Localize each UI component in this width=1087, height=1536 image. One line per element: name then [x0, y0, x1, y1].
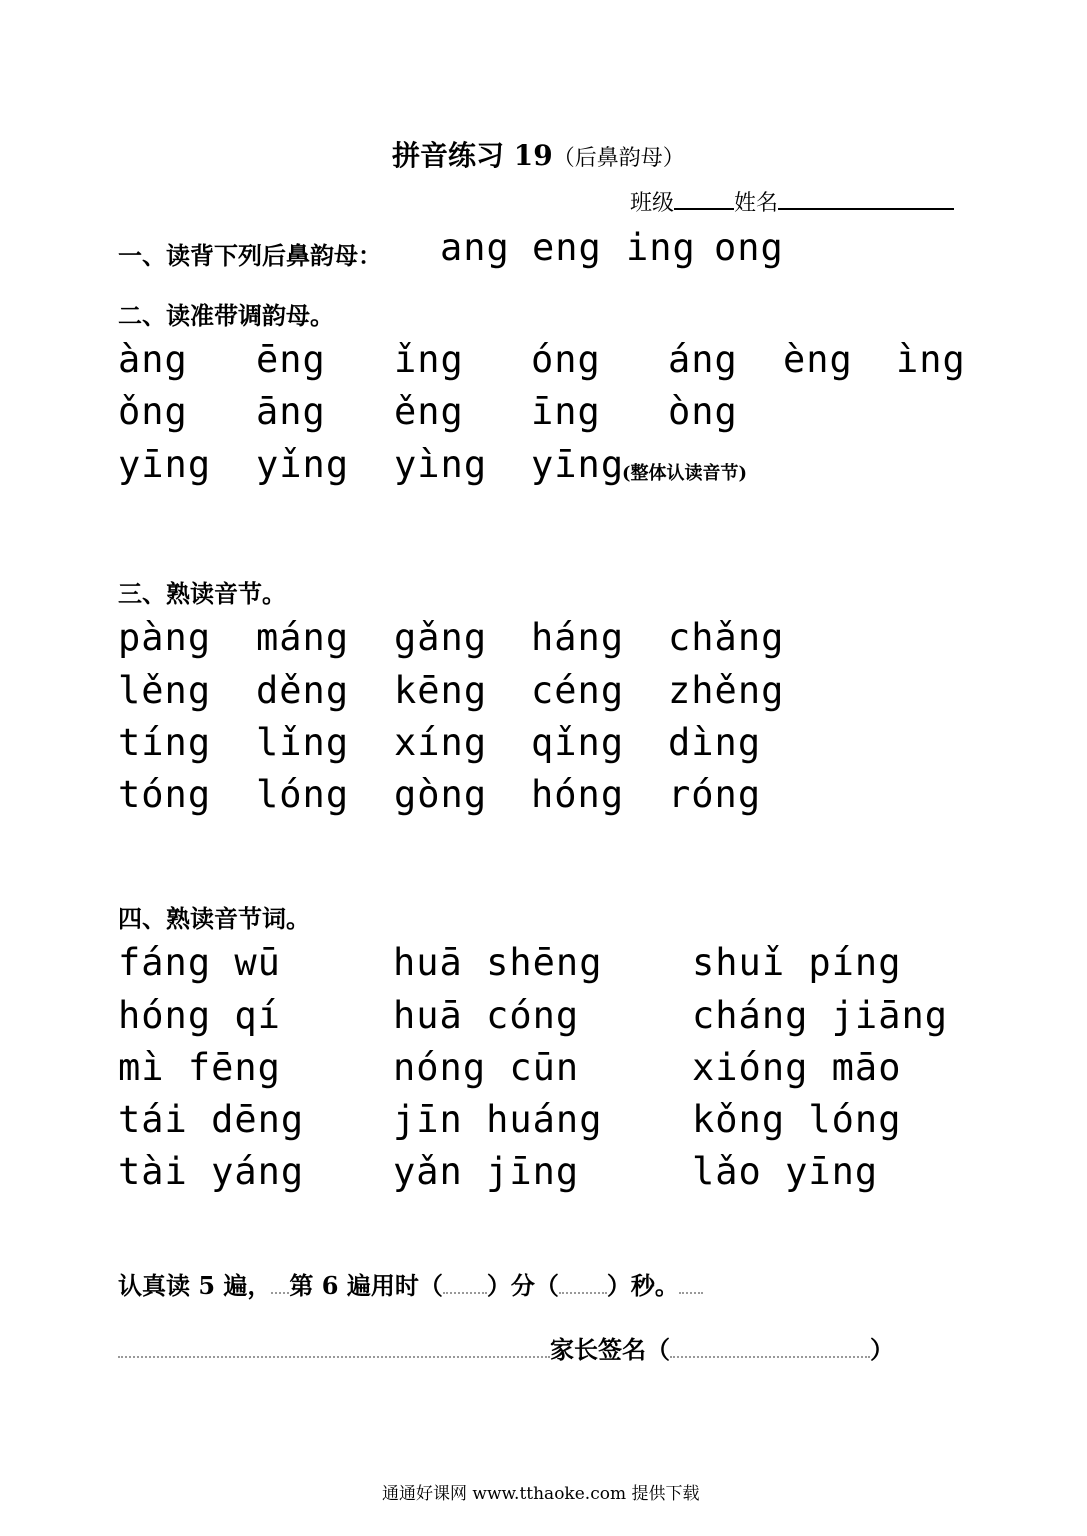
syllable: xíng: [394, 721, 488, 764]
syllable: céng: [531, 669, 625, 712]
parent-signature: [118, 1330, 894, 1365]
dotted-gap: [271, 1272, 289, 1294]
syllable: tóng: [118, 773, 212, 816]
syllable: pàng: [118, 616, 212, 659]
syllable: zhěng: [668, 669, 785, 712]
tone-final: ēng: [256, 338, 326, 381]
word: cháng jiāng: [692, 994, 949, 1037]
word: lǎo yīng: [692, 1150, 879, 1193]
syllable: lóng: [256, 773, 350, 816]
syllable: máng: [256, 616, 350, 659]
tone-final: yǐng: [256, 443, 350, 486]
class-name-line: [630, 186, 954, 217]
tone-final: ěng: [394, 390, 464, 433]
tone-final: ǒng: [118, 390, 188, 433]
tone-final: òng: [668, 390, 738, 433]
section3-heading: 三、熟读音节。: [118, 579, 286, 608]
section1-item: ong: [714, 226, 784, 269]
tone-final: àng: [118, 338, 188, 381]
word: hóng qí: [118, 994, 281, 1037]
name-label: 姓名: [734, 191, 779, 216]
title-subtitle: （后鼻韵母）: [552, 146, 685, 171]
syllable: děng: [256, 669, 350, 712]
syllable: gòng: [394, 773, 488, 816]
reading-part2: 第 6 遍用时（: [289, 1271, 443, 1300]
seconds-blank[interactable]: [559, 1272, 607, 1294]
reading-part1: 认真读 5 遍，: [118, 1271, 272, 1300]
word: nóng cūn: [393, 1046, 580, 1089]
tone-final: ǐng: [394, 338, 464, 381]
section2-heading: 二、读准带调韵母。: [118, 301, 334, 330]
dotted-leader: [118, 1336, 550, 1358]
signature-close: ）: [870, 1335, 894, 1364]
reading-instruction: [118, 1266, 703, 1301]
tone-final: èng: [783, 338, 853, 381]
word: kǒng lóng: [692, 1098, 902, 1141]
syllable: hóng: [531, 773, 625, 816]
tone-final: yīng: [118, 443, 212, 486]
signature-blank[interactable]: [670, 1336, 870, 1358]
syllable: tíng: [118, 721, 212, 764]
tone-final: īng: [531, 390, 601, 433]
syllable: gǎng: [394, 616, 488, 659]
tone-final: yīng: [531, 443, 625, 486]
word: tài yáng: [118, 1150, 305, 1193]
tone-final: āng: [256, 390, 326, 433]
minutes-blank[interactable]: [443, 1272, 487, 1294]
syllable: kēng: [394, 669, 488, 712]
tone-final: ìng: [896, 338, 966, 381]
page-title: [392, 134, 685, 174]
word: yǎn jīng: [393, 1150, 580, 1193]
tone-final: yìng: [394, 443, 488, 486]
class-label: 班级: [630, 191, 675, 216]
word: fáng wū: [118, 941, 281, 984]
syllable: lěng: [118, 669, 212, 712]
dotted-gap: [679, 1272, 703, 1294]
footer-credit: 通通好课网 www.tthaoke.com 提供下载: [382, 1484, 700, 1504]
word: shuǐ píng: [692, 941, 902, 984]
whole-syllable-note: (整体认读音节): [622, 463, 748, 484]
syllable: róng: [668, 773, 762, 816]
word: jīn huáng: [393, 1098, 603, 1141]
word: huā shēng: [393, 941, 603, 984]
syllable: dìng: [668, 721, 762, 764]
section1-item: ang: [440, 226, 510, 269]
word: xióng māo: [692, 1046, 902, 1089]
signature-label: 家长签名（: [550, 1335, 670, 1364]
title-text: 拼音练习 19: [392, 139, 553, 172]
tone-final: áng: [668, 338, 738, 381]
class-blank: [674, 186, 734, 210]
syllable: chǎng: [668, 616, 785, 659]
name-blank: [778, 186, 954, 210]
syllable: lǐng: [256, 721, 350, 764]
syllable: háng: [531, 616, 625, 659]
syllable: qǐng: [531, 721, 625, 764]
reading-part3: ）分（: [486, 1271, 559, 1300]
word: huā cóng: [393, 994, 580, 1037]
tone-final: óng: [531, 338, 601, 381]
word: tái dēng: [118, 1098, 305, 1141]
reading-part4: ）秒。: [606, 1271, 679, 1300]
section1-heading: 一、读背下列后鼻韵母：: [118, 241, 382, 270]
word: mì fēng: [118, 1046, 281, 1089]
section1-item: ing: [626, 226, 696, 269]
section1-item: eng: [532, 226, 602, 269]
section4-heading: 四、熟读音节词。: [118, 904, 310, 933]
